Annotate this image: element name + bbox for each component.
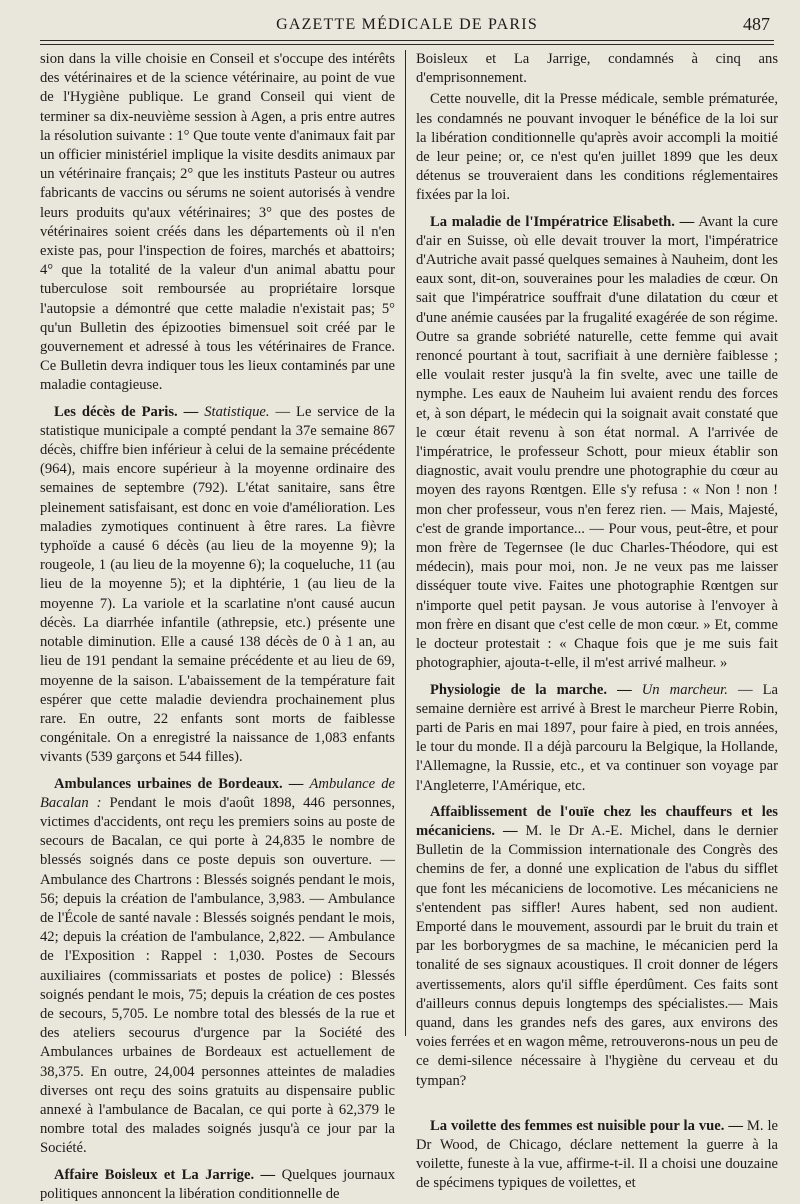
article-heading: Physiologie de la marche. —: [430, 681, 632, 698]
article-subheading: Un marcheur.: [641, 681, 728, 698]
article-text: Pendant le mois d'août 1898, 446 personnes, victimes d'accidents, ont reçu les premiers soins au poste de secours de Bacalan, ce qui porte à 24,835 le nombre de blessés soignés dans ce poste depuis son ouverture. — Ambulance des Chartrons : Blessés soignés pendant le mois, 56; depuis la création de l'ambulance, 3,983. — Ambulance de l'École de santé navale : Blessés soignés pendant le mois, 42; depuis la création de l'ambulance, 2,822. — Ambulance de l'Exposition : Rappel : 1,030. Postes de Secours auxiliaires (commissariats et postes de police) : Blessés soignés pendant le mois, 75; depuis la création de ces postes de secours, 5,705. Le nombre total des blessés de la rue et des ateliers secourus d'urgence par la Société des Ambulances urbaines de Bordeaux est actuellement de 38,375. En outre, 24,004 personnes atteintes de maladies diverses ont reçu des soins gratuits au dispensaire public annexé à l'ambulance de Bacalan, ce qui porte à 62,379 le nombre total des malades soignés jusqu'à ce jour par la Société.: [40, 794, 395, 1157]
article-text: M. le Dr A.-E. Michel, dans le dernier Bulletin de la Commission internationale des Congrès des chemins de fer, a donné une explication de l'abus du sifflet que font les mécaniciens de locomotive. Les mécaniciens ne s'entendent pas siffler! Aures habent, sed non audient. Emporté dans le mouvement, assourdi par le bruit du train et par les borborygmes de sa machine, le mécanicien perd la tonalité de ses signaux acoustiques. Il croit donner de légers avertissements, alors qu'il siffle éperdûment. Ces faits sont d'ailleurs connus depuis longtemps des spécialistes.— Mais quand, dans les grandes nefs des gares, aux environs des voies ferrées et en wagon même, retrouverons-nous un peu de ce demi-silence nécessaire à l'hygiène du cerveau et du tympan?: [416, 822, 778, 1089]
article-boisleux: [40, 1166, 395, 1204]
article-heading: La voilette des femmes est nuisible pour la vue. —: [430, 1117, 743, 1134]
paragraph-text: sion dans la ville choisie en Conseil et s'occupe des intérêts des vétérinaires et de la science vétérinaire, au point de vue de l'Hygiène publique. Le grand Conseil qui vient de terminer sa dix-neuvième session à Agen, a pris entre autres la résolution suivante : 1° Que toute vente d'animaux fait par un officier ministériel implique la visite desdits animaux par un vétérinaire français; 2° que les instituts Pasteur ou autres fabricants de vaccins ou sérums ne soient autorisés à vendre leurs produits qu'aux vétérinaires; 3° que des postes de vétérinaires soient créés dans les départements où il n'en existe pas, pour l'inspection de foires, marchés et abattoirs; 4° que la totalité de la valeur d'un animal abattu pour tuberculose soit remboursée au propriétaire lorsque l'autopsie a démontré que cette maladie n'existait pas; 5° qu'un Bulletin des épizooties bimensuel soit créé par le gouvernement et adressé à tous les vétérinaires de France. Ce Bulletin devra indiquer tous les lieux contaminés par une maladie contagieuse.: [40, 51, 395, 394]
article-text: M. le Dr Wood, de Chicago, déclare nettement la guerre à la voilette, funeste à la vue, affirme-t-il. Il a choisi une douzaine de spécimens typiques de voilettes, et: [416, 1117, 778, 1192]
article-ouie-mecaniciens: [416, 803, 778, 1091]
article-subheading: Ambulance de Bacalan :: [40, 775, 396, 811]
article-physiologie-marche: [416, 681, 778, 796]
paragraph-text: Cette nouvelle, dit la Presse médicale, semble prématurée, les condamnés ne pouvant invoquer le bénéfice de la loi sur la libération conditionnelle qu'après avoir accompli la moitié de leur peine; or, ce n'est qu'en juillet 1899 que les deux détenus se trouveraient dans les conditions réglementaires fixées par la loi.: [416, 91, 778, 204]
article-deces-paris: [40, 403, 395, 768]
page-number: 487: [743, 14, 770, 34]
right-column: [416, 50, 778, 1194]
article-heading: Ambulances urbaines de Bordeaux. —: [54, 775, 304, 792]
column-divider: [405, 50, 406, 1036]
article-text: Avant la cure d'air en Suisse, où elle devait trouver la mort, l'impératrice d'Autriche avait passé quelques semaines à Nauheim, dont les eaux sont, dit-on, souveraines pour les maladies de cœur. On sait que l'impératrice souffrait d'une dilatation du cœur et d'une anémie causées par la frugalité exagérée de son régime. Outre sa grande sobriété naturelle, cette femme qui avait renoncé pourtant à tout, sacrifiait à une dernière faiblesse ; elle voulait rester jusqu'à la fin svelte, avec une taille de nymphe. Les eaux de Nauheim lui avaient rendu des forces et, à son départ, le médecin qui la soignait avait constaté que le cœur était revenu à son état normal. A l'arrivée de l'impératrice, le professeur Schott, pour mieux établir son diagnostic, avait voulu prendre une photographie du cœur au moyen des rayons Rœntgen. Elle s'y refusa : « Non ! non ! mon cher professeur, vous n'en ferez rien. — Mais, Majesté, c'est de grande importance... — Pour vous, peut-être, et pour mon frère de Tegernsee (le duc Charles-Théodore, qui est médecin), mais pour moi, non. Je ne veux pas me laisser disséquer toute vive. Faites une photographie Rœntgen sur n'importe quel petit paysan. Je vous autorise à l'envoyer à mon frère en disant que c'est celle de mon cœur. » Et, comme le docteur protestait : « Chaque fois que je me suis fait photographier, ajouta-t-elle, il m'est arrivé malheur. »: [416, 213, 778, 672]
article-heading: Affaiblissement de l'ouïe chez les chauffeurs et les mécaniciens. —: [416, 803, 778, 839]
article-text: Quelques journaux politiques annoncent la libération conditionnelle de: [40, 1166, 395, 1202]
article-paragraph: [416, 90, 778, 205]
article-continuation: [416, 50, 778, 88]
article-imperatrice: [416, 213, 778, 674]
article-voilette: [416, 1117, 778, 1194]
article-subheading: Statistique.: [204, 403, 270, 420]
article-heading: Les décès de Paris. —: [54, 403, 199, 420]
article-heading: La maladie de l'Impératrice Elisabeth. —: [430, 213, 695, 230]
article-heading: Affaire Boisleux et La Jarrige. —: [54, 1166, 276, 1183]
article-text: — La semaine dernière est arrivé à Brest le marcheur Pierre Robin, parti de Paris en mai 1897, pour faire à pied, en trois années, le tour du monde. Il a déjà parcouru la Belgique, la Hollande, l'Allemagne, la Russie, etc., et va continuer son voyage par l'Angleterre, l'Amérique, etc.: [416, 681, 778, 794]
article-paragraph: [40, 50, 395, 396]
journal-title: GAZETTE MÉDICALE DE PARIS: [276, 16, 538, 33]
article-text: — Le service de la statistique municipale a compté pendant la 37e semaine 867 décès, chiffre bien inférieur à celui de la semaine précédente (964), mais encore supérieur à la moyenne ordinaire des semaines de septembre (792). L'état sanitaire, sans être pleinement satisfaisant, est donc en voie d'amélioration. Les maladies zymotiques continuent à être rares. La fièvre typhoïde a causé 6 décès (au lieu de la moyenne 9); la rougeole, 1 (au lieu de la moyenne 6); la coqueluche, 11 (au lieu de la moyenne 5); et la diphtérie, 1 (au lieu de la moyenne 7). La variole et la scarlatine n'ont causé aucun décès. La diarrhée infantile (athrepsie, etc.) présente une notable diminution. Elle a causé 138 décès de 0 à 1 an, au lieu de 191 pendant la semaine précédente et au lieu de 69, moyenne de la saison. L'abaissement de la température fait espérer que cette maladie deviendra prochainement plus rare. En outre, 22 enfants sont morts de faiblesse congénitale. On a enregistré la naissance de 1,083 enfants vivants (539 garçons et 544 filles).: [40, 403, 395, 766]
paragraph-text: Boisleux et La Jarrige, condamnés à cinq ans d'emprisonnement.: [416, 51, 778, 87]
left-column: [40, 50, 395, 1204]
page-header: [40, 14, 774, 41]
article-ambulances-bordeaux: [40, 775, 395, 1159]
header-rule: [40, 44, 774, 45]
